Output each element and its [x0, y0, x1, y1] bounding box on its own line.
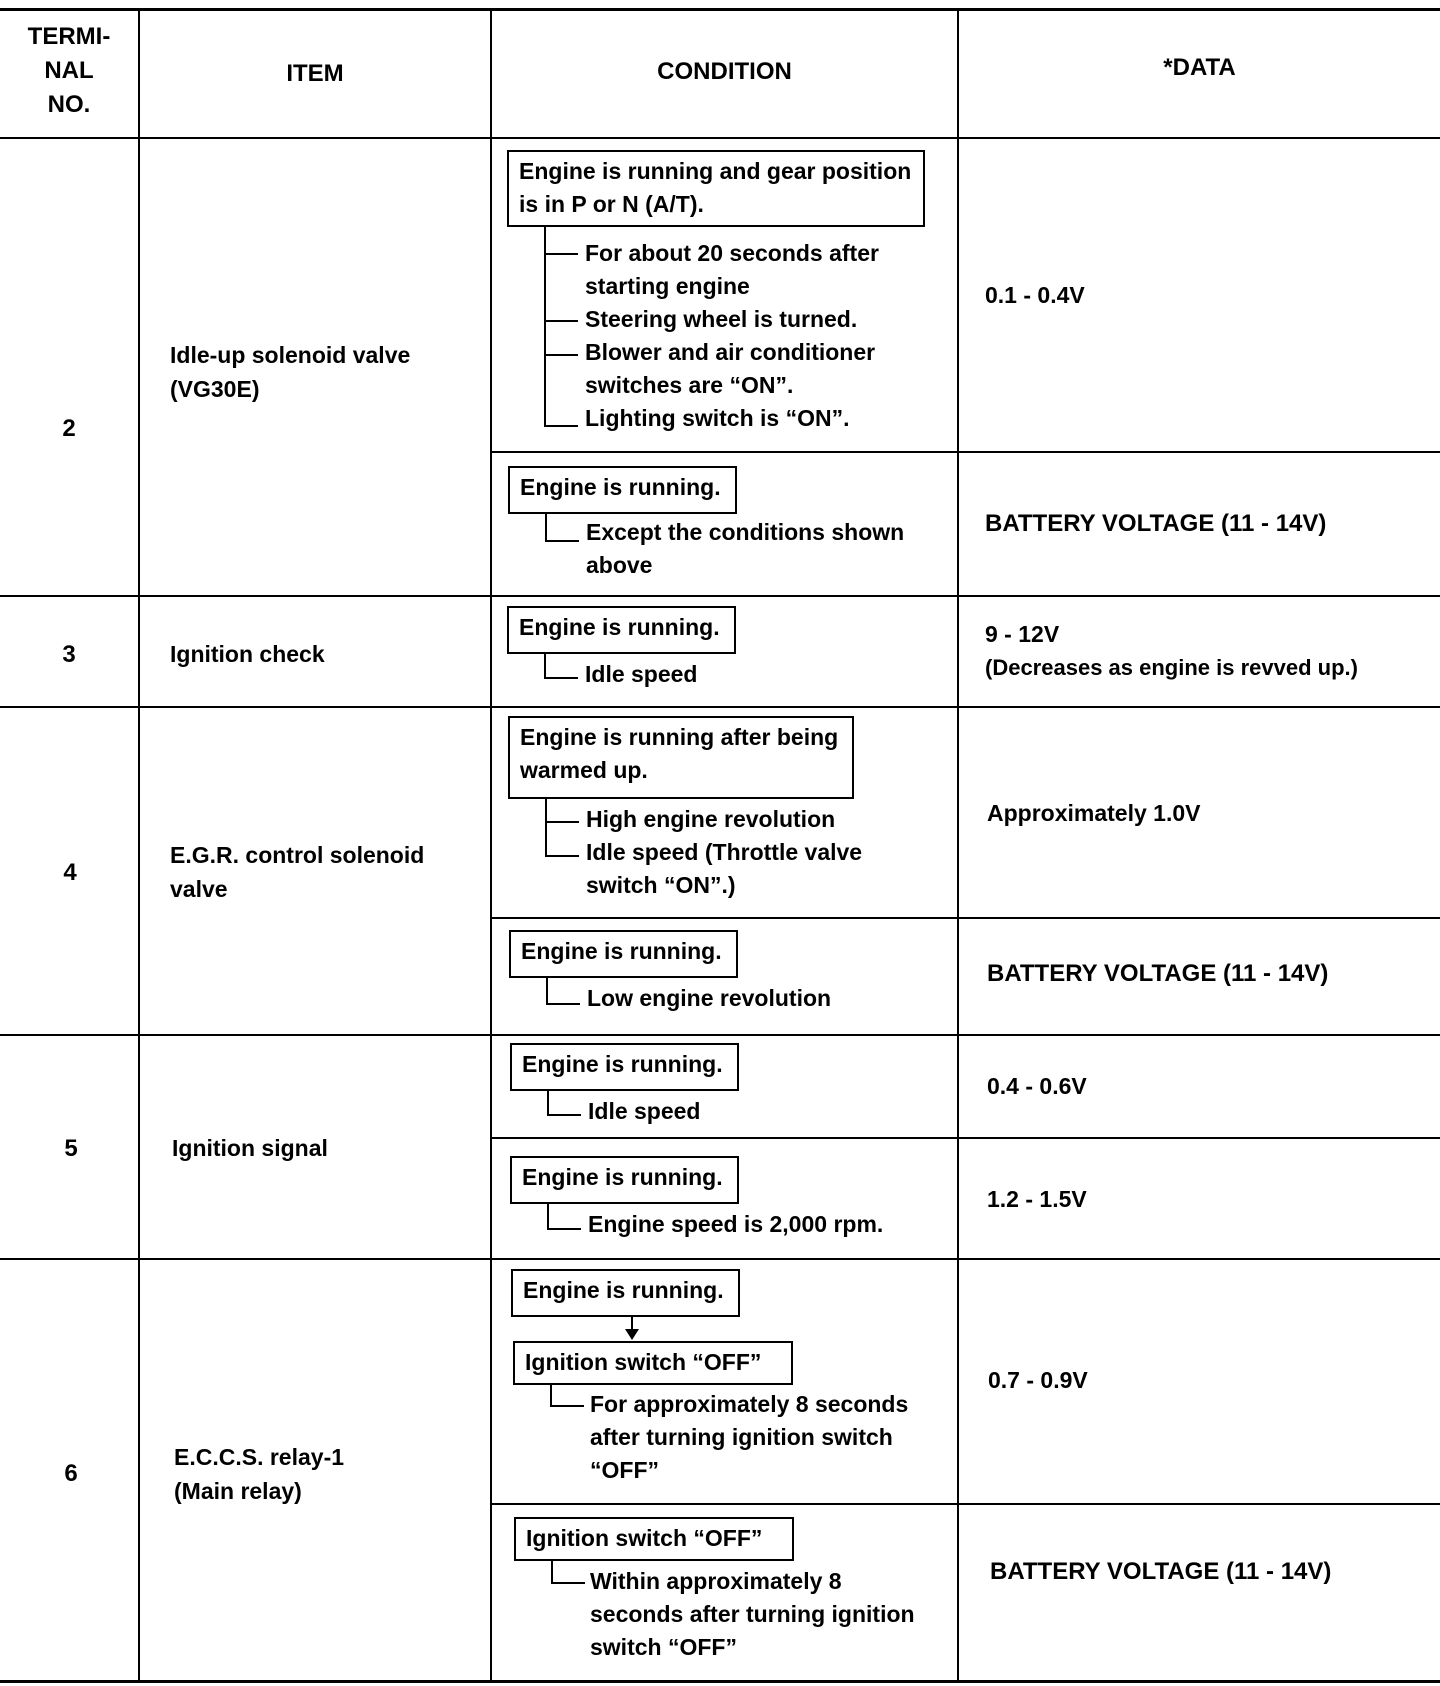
header-item: ITEM: [286, 60, 344, 87]
item-name: Ignition check: [170, 641, 325, 667]
data-value: 0.1 - 0.4V: [985, 282, 1085, 308]
condition-detail-list: Within approximately 8 seconds after turning ignition switch “OFF”: [590, 1568, 915, 1660]
condition-detail-list: High engine revolution Idle speed (Throttle valve switch “ON”.): [586, 806, 863, 898]
row-5-subrow-divider: [490, 1137, 1440, 1139]
condition-box: Ignition switch “OFF”: [514, 1517, 794, 1561]
terminal-number: 4: [63, 859, 77, 886]
data-value: BATTERY VOLTAGE (11 - 14V): [985, 510, 1327, 537]
condition-box: Engine is running.: [509, 930, 738, 978]
condition-box: Engine is running after being warmed up.: [508, 716, 854, 799]
table-bottom-border: [0, 1680, 1440, 1683]
header-terminal-no: TERMI- NAL NO.: [27, 23, 111, 118]
terminal-number: 3: [62, 641, 76, 668]
terminal-number: 2: [62, 415, 76, 442]
terminal-number: 6: [64, 1460, 78, 1487]
header-condition: CONDITION: [657, 58, 792, 85]
row-6-subrow-divider: [490, 1503, 1440, 1505]
header-data: *DATA: [1163, 54, 1236, 81]
item-name: E.G.R. control solenoid valve: [170, 842, 425, 902]
condition-detail-list: Idle speed: [588, 1098, 701, 1124]
condition-box: Ignition switch “OFF”: [513, 1341, 793, 1385]
condition-detail-list: For approximately 8 seconds after turning ignition switch “OFF”: [590, 1391, 909, 1483]
header-bottom-border: [0, 137, 1440, 139]
condition-detail-list: Engine speed is 2,000 rpm.: [588, 1211, 884, 1237]
condition-box: Engine is running.: [511, 1269, 740, 1317]
table-top-border: [0, 8, 1440, 11]
condition-detail-list: Except the conditions shown above: [586, 519, 905, 578]
data-value: Approximately 1.0V: [987, 800, 1201, 826]
data-value: 0.4 - 0.6V: [987, 1073, 1087, 1099]
condition-detail-list: For about 20 seconds after starting engine Steering wheel is turned. Blower and air conditioner switches are “ON”. Lighting switch is “ON”.: [585, 240, 879, 431]
column-divider-item: [490, 10, 492, 1680]
row-2-bottom-border: [0, 595, 1440, 597]
item-name: Ignition signal: [172, 1135, 328, 1161]
data-value: BATTERY VOLTAGE (11 - 14V): [990, 1558, 1332, 1585]
item-name: Idle-up solenoid valve (VG30E): [170, 342, 411, 402]
column-divider-condition: [957, 8, 959, 1680]
row-5-bottom-border: [0, 1258, 1440, 1260]
row-3-bottom-border: [0, 706, 1440, 708]
data-value: BATTERY VOLTAGE (11 - 14V): [987, 960, 1329, 987]
data-value: 9 - 12V (Decreases as engine is revved up.): [985, 621, 1358, 680]
condition-box: Engine is running.: [507, 606, 736, 654]
condition-box: Engine is running.: [510, 1043, 739, 1091]
condition-box: Engine is running.: [510, 1156, 739, 1204]
row-4-bottom-border: [0, 1034, 1440, 1036]
data-value: 0.7 - 0.9V: [988, 1367, 1088, 1393]
item-name: E.C.C.S. relay-1 (Main relay): [174, 1444, 345, 1504]
data-value: 1.2 - 1.5V: [987, 1186, 1087, 1212]
condition-box: Engine is running.: [508, 466, 737, 514]
condition-detail-list: Low engine revolution: [587, 985, 832, 1011]
column-divider-terminal: [138, 10, 140, 1680]
terminal-number: 5: [64, 1135, 78, 1162]
condition-detail-list: Idle speed: [585, 661, 698, 687]
row-4-subrow-divider: [490, 917, 1440, 919]
row-2-subrow-divider: [490, 451, 1440, 453]
condition-box: Engine is running and gear position is in P or N (A/T).: [507, 150, 925, 227]
